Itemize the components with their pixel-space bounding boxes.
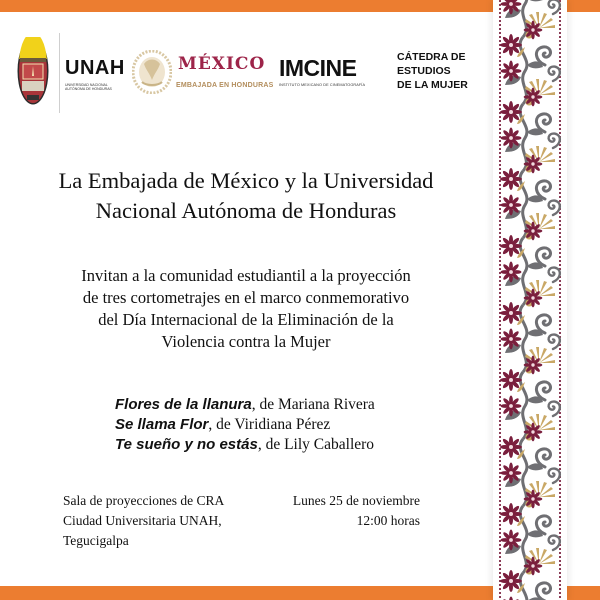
bottom-accent-bar (0, 586, 493, 600)
bottom-accent-bar-right (567, 586, 600, 600)
film-item (115, 395, 375, 415)
floral-border-pattern-icon (493, 0, 567, 600)
film-credit: , de Viridiana Pérez (208, 416, 331, 433)
venue-line3: Tegucigalpa (63, 533, 129, 548)
film-title: Flores de la llanura (115, 396, 252, 413)
film-title: Se llama Flor (115, 416, 209, 433)
catedra-line3: DE LA MUJER (397, 79, 468, 91)
venue-info (63, 491, 224, 551)
film-title: Te sueño y no estás (115, 436, 258, 453)
invitation-text (40, 265, 452, 353)
logo-divider (59, 33, 60, 113)
catedra-wordmark (397, 50, 468, 92)
unah-subtitle-line2: AUTÓNOMA DE HONDURAS (65, 87, 112, 91)
top-accent-bar (0, 0, 493, 12)
intro-line1: Invitan a la comunidad estudiantil a la proyección (81, 266, 411, 285)
event-date: Lunes 25 de noviembre (292, 493, 420, 508)
imcine-subtitle: INSTITUTO MEXICANO DE CINEMATOGRAFÍA (279, 83, 366, 87)
imcine-wordmark: IMCINE (279, 55, 357, 81)
mexico-wordmark: MÉXICO (178, 54, 266, 74)
title-line1: La Embajada de México y la Universidad (58, 168, 434, 193)
film-credit: , de Lily Caballero (257, 436, 375, 453)
intro-line3: del Día Internacional de la Eliminación de la (98, 310, 394, 329)
venue-line2: Ciudad Universitaria UNAH, (63, 513, 222, 528)
page-title (40, 166, 452, 226)
unah-subtitle-line1: UNIVERSIDAD NACIONAL (65, 83, 108, 87)
film-item (115, 435, 375, 455)
mexico-coat-of-arms-icon (132, 50, 172, 94)
film-credit: , de Mariana Rivera (251, 396, 375, 413)
schedule-info (270, 491, 420, 531)
unah-subtitle (65, 83, 125, 91)
catedra-line1: CÁTEDRA DE (397, 51, 466, 63)
university-seal-icon (17, 37, 49, 105)
intro-line2: de tres cortometrajes en el marco conmemorativo (82, 288, 410, 307)
event-time: 12:00 horas (356, 513, 420, 528)
film-list (115, 395, 375, 455)
venue-line1: Sala de proyecciones de CRA (63, 493, 225, 508)
mexico-subtitle: EMBAJADA EN HONDURAS (176, 82, 274, 89)
catedra-line2: ESTUDIOS (397, 65, 451, 77)
title-line2: Nacional Autónoma de Honduras (95, 198, 397, 223)
top-accent-bar-right (567, 0, 600, 12)
intro-line4: Violencia contra la Mujer (161, 332, 331, 351)
film-item (115, 415, 375, 435)
unah-wordmark: UNAH (65, 57, 125, 79)
